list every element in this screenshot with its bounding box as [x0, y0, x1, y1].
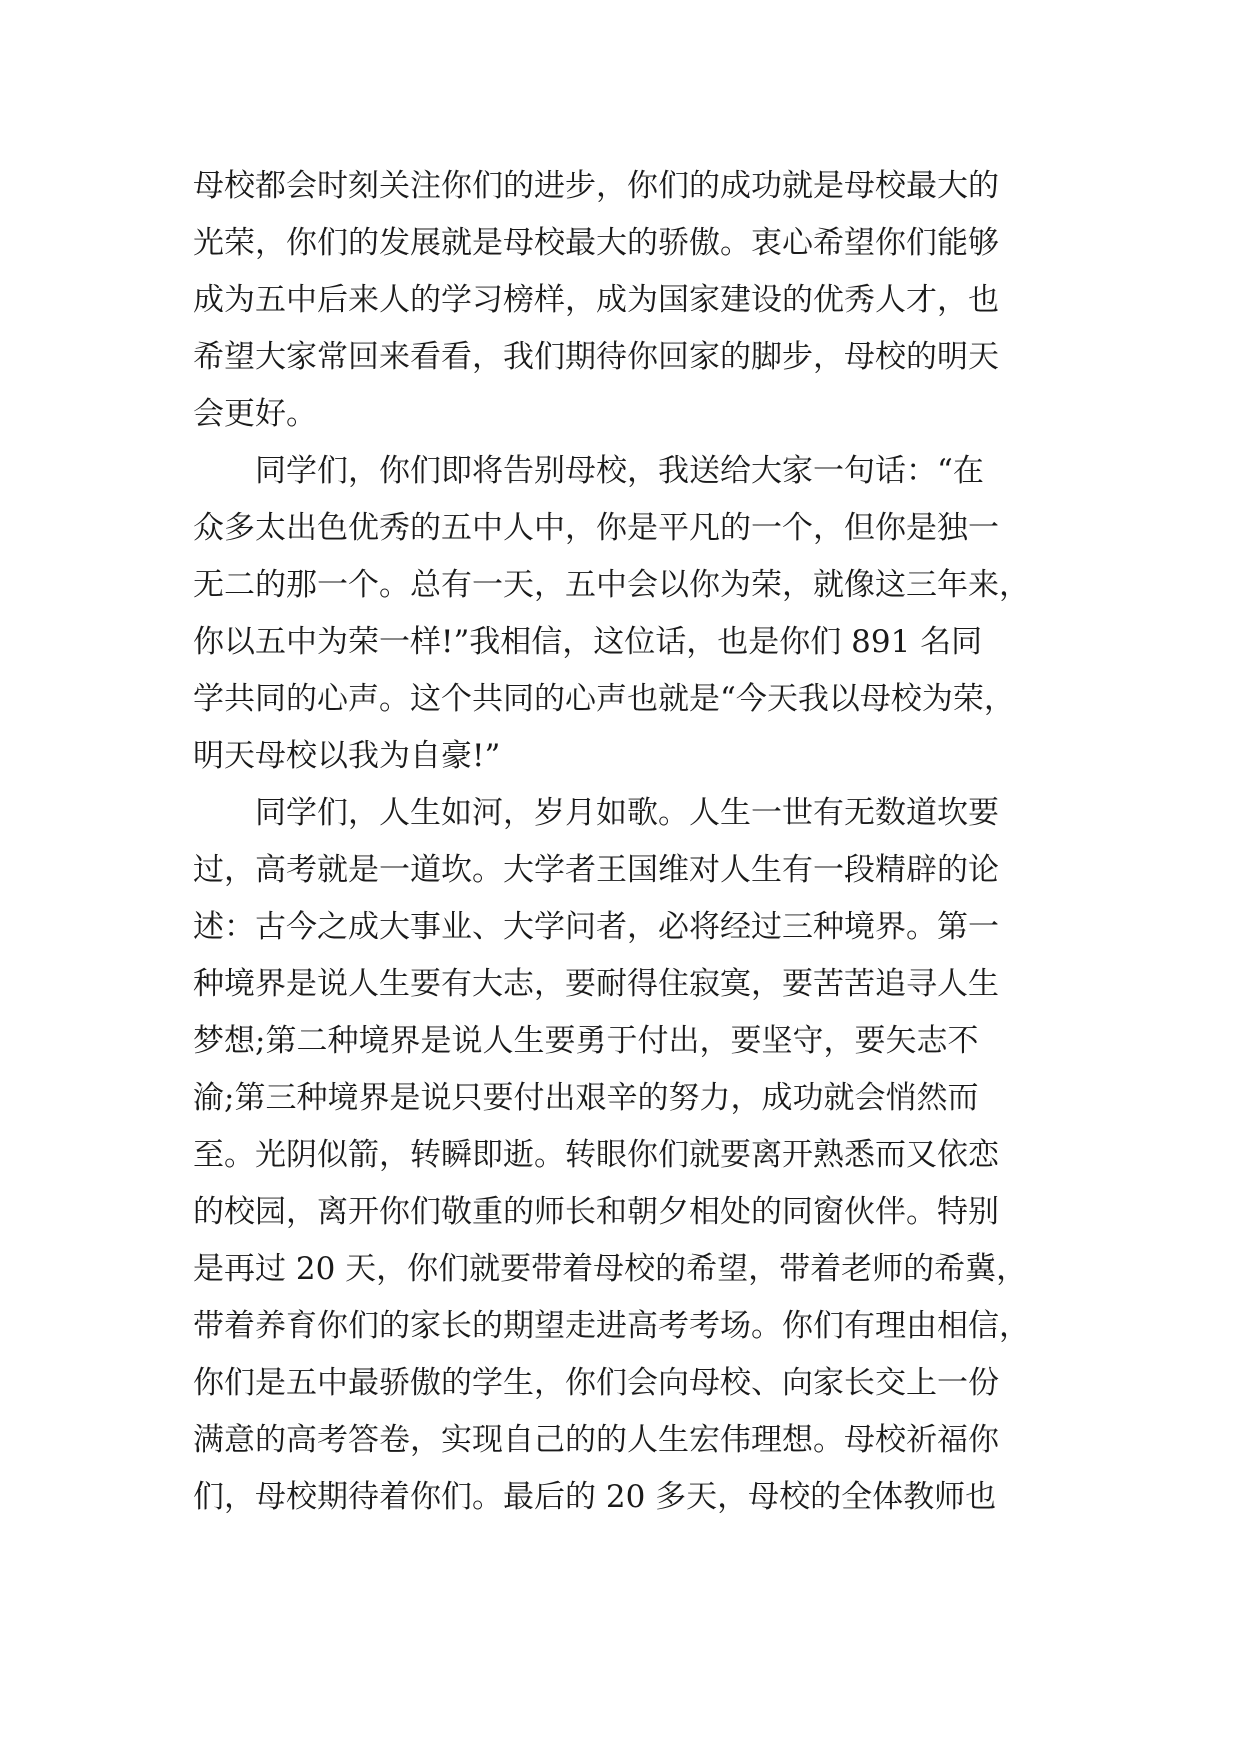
text-line: 种境界是说人生要有大志，要耐得住寂寞，要苦苦追寻人生 — [193, 966, 999, 1002]
text-line: 成为五中后来人的学习榜样，成为国家建设的优秀人才，也 — [193, 282, 999, 318]
text-line: 你以五中为荣一样!”我相信，这位话，也是你们 891 名同 — [193, 624, 983, 660]
text-line: 过，高考就是一道坎。大学者王国维对人生有一段精辟的论 — [193, 852, 999, 888]
text-line: 光荣，你们的发展就是母校最大的骄傲。衷心希望你们能够 — [193, 225, 999, 261]
text-line: 希望大家常回来看看，我们期待你回家的脚步，母校的明天 — [193, 339, 999, 375]
text-line: 们，母校期待着你们。最后的 20 多天，母校的全体教师也 — [193, 1479, 997, 1515]
text-line: 述：古今之成大事业、大学问者，必将经过三种境界。第一 — [193, 909, 999, 945]
text-line: 的校园，离开你们敬重的师长和朝夕相处的同窗伙伴。特别 — [193, 1194, 999, 1230]
document-body — [193, 158, 1053, 1526]
paragraph-3 — [193, 785, 1053, 1526]
text-line: 你们是五中最骄傲的学生，你们会向母校、向家长交上一份 — [193, 1365, 999, 1401]
text-line: 会更好。 — [193, 396, 317, 432]
text-line: 学共同的心声。这个共同的心声也就是“今天我以母校为荣， — [193, 681, 1015, 717]
text-line: 母校都会时刻关注你们的进步，你们的成功就是母校最大的 — [193, 168, 999, 204]
paragraph-2 — [193, 443, 1053, 785]
text-line: 满意的高考答卷，实现自己的的人生宏伟理想。母校祈福你 — [193, 1422, 999, 1458]
text-line: 明天母校以我为自豪!” — [193, 738, 501, 774]
text-line: 带着养育你们的家长的期望走进高考考场。你们有理由相信， — [193, 1308, 1030, 1344]
text-line: 无二的那一个。总有一天，五中会以你为荣，就像这三年来， — [193, 567, 1030, 603]
text-line: 渝;第三种境界是说只要付出艰辛的努力，成功就会悄然而 — [193, 1080, 979, 1116]
text-line: 众多太出色优秀的五中人中，你是平凡的一个，但你是独一 — [193, 510, 999, 546]
text-line: 同学们，人生如河，岁月如歌。人生一世有无数道坎要 — [193, 795, 999, 831]
text-line: 梦想;第二种境界是说人生要勇于付出，要坚守，要矢志不 — [193, 1023, 979, 1059]
paragraph-1 — [193, 158, 1053, 443]
text-line: 同学们，你们即将告别母校，我送给大家一句话：“在 — [193, 453, 984, 489]
text-line: 是再过 20 天，你们就要带着母校的希望，带着老师的希冀， — [193, 1251, 1028, 1287]
text-line: 至。光阴似箭，转瞬即逝。转眼你们就要离开熟悉而又依恋 — [193, 1137, 999, 1173]
